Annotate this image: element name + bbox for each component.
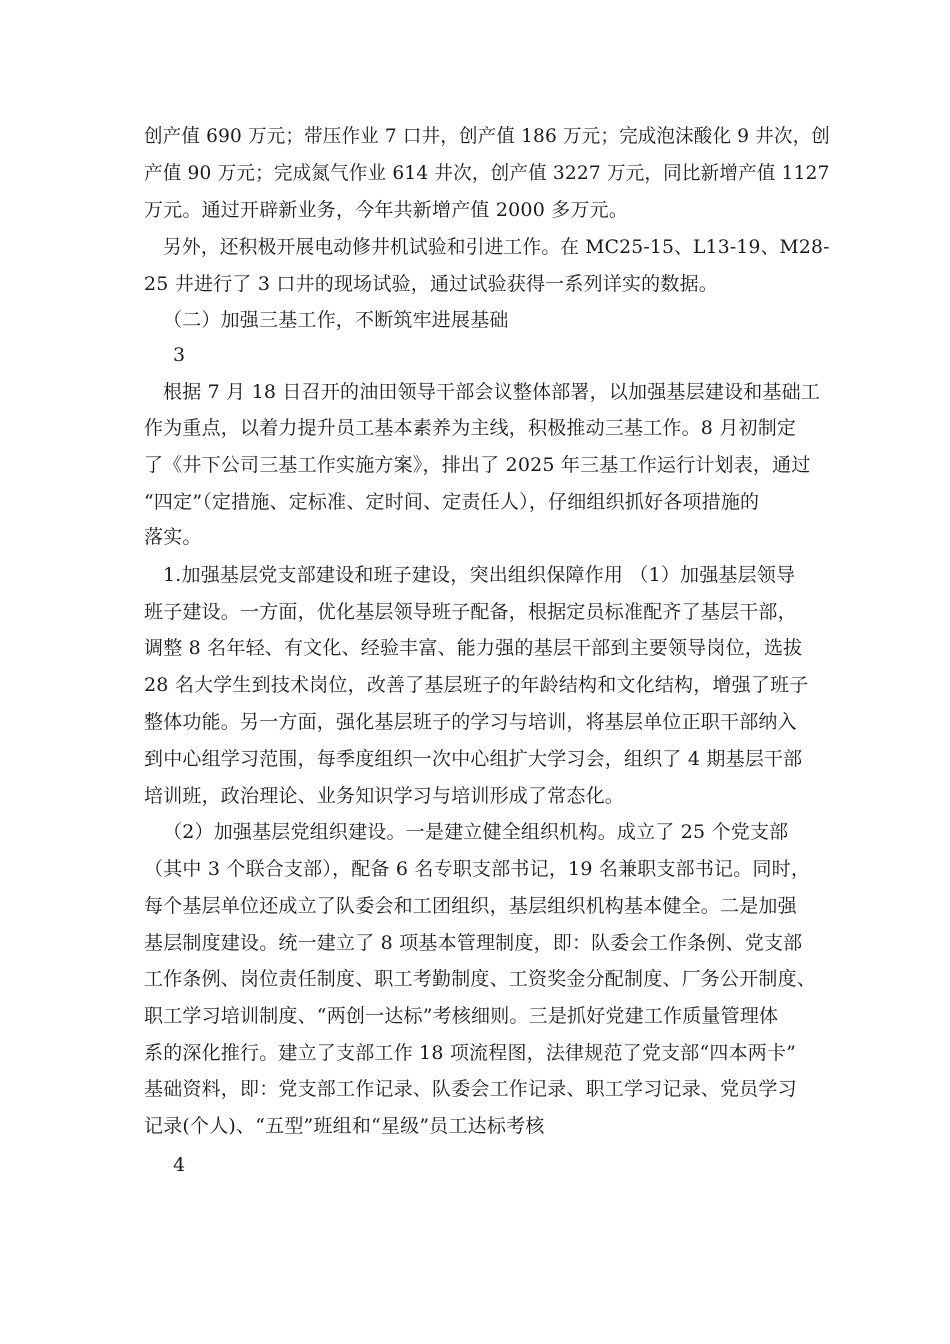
text-line: 到中心组学习范围，每季度组织一次中心组扩大学习会，组织了 4 期基层干部 [144, 748, 803, 770]
text-line: 万元。通过开辟新业务，今年共新增产值 2000 多万元。 [144, 199, 629, 221]
text-line: 28 名大学生到技术岗位，改善了基层班子的年龄结构和文化结构，增强了班子 [144, 674, 809, 696]
text-line: “四定”（定措施、定标准、定时间、定责任人），仔细组织抓好各项措施的 [144, 491, 760, 513]
text-line: 职工学习培训制度、“两创一达标”考核细则。三是抓好党建工作质量管理体 [144, 1005, 779, 1027]
text-line: 根据 7 月 18 日召开的油田领导干部会议整体部署，以加强基层建设和基础工 [163, 381, 821, 403]
text-line: 作为重点，以着力提升员工基本素养为主线，积极推动三基工作。8 月初制定 [144, 417, 797, 439]
text-line: （2）加强基层党组织建设。一是建立健全组织机构。成立了 25 个党支部 [163, 821, 789, 843]
text-line: 基础资料，即：党支部工作记录、队委会工作记录、职工学习记录、党员学习 [144, 1078, 797, 1100]
text-line: 整体功能。另一方面，强化基层班子的学习与培训，将基层单位正职干部纳入 [144, 711, 797, 733]
text-line: 工作条例、岗位责任制度、职工考勤制度、工资奖金分配制度、厂务公开制度、 [144, 968, 817, 990]
section-heading: （二）加强三基工作，不断筑牢进展基础 [163, 309, 509, 331]
page-number: 3 [173, 344, 186, 366]
text-line: （其中 3 个联合支部），配备 6 名专职支部书记，19 名兼职支部书记。同时， [144, 858, 811, 880]
text-line: 基层制度建设。统一建立了 8 项基本管理制度，即：队委会工作条例、党支部 [144, 932, 803, 954]
text-line: 1.加强基层党支部建设和班子建设，突出组织保障作用 （1）加强基层领导 [163, 564, 796, 586]
text-line: 调整 8 名年轻、有文化、经验丰富、能力强的基层干部到主要领导岗位，选拔 [144, 637, 803, 659]
text-line: 产值 90 万元；完成氮气作业 614 井次，创产值 3227 万元，同比新增产值 1127 [144, 162, 830, 184]
page-number: 4 [173, 1154, 186, 1176]
text-line: 班子建设。一方面，优化基层领导班子配备，根据定员标准配齐了基层干部， [144, 601, 797, 623]
text-line: 25 井进行了 3 口井的现场试验，通过试验获得一系列详实的数据。 [144, 273, 718, 295]
text-line: 系的深化推行。建立了支部工作 18 项流程图，法律规范了党支部“四本两卡” [144, 1042, 797, 1064]
text-line: 创产值 690 万元；带压作业 7 口井，创产值 186 万元；完成泡沫酸化 9 井次，创 [144, 125, 830, 147]
text-line: 落实。 [144, 526, 202, 548]
text-line: 另外，还积极开展电动修井机试验和引进工作。在 MC25-15、L13-19、M28- [163, 236, 830, 258]
text-line: 每个基层单位还成立了队委会和工团组织，基层组织机构基本健全。二是加强 [144, 895, 797, 917]
text-line: 记录(个人)、“五型”班组和“星级”员工达标考核 [144, 1115, 545, 1137]
text-line: 培训班，政治理论、业务知识学习与培训形成了常态化。 [144, 785, 625, 807]
text-line: 了《井下公司三基工作实施方案》，排出了 2025 年三基工作运行计划表，通过 [144, 454, 811, 476]
